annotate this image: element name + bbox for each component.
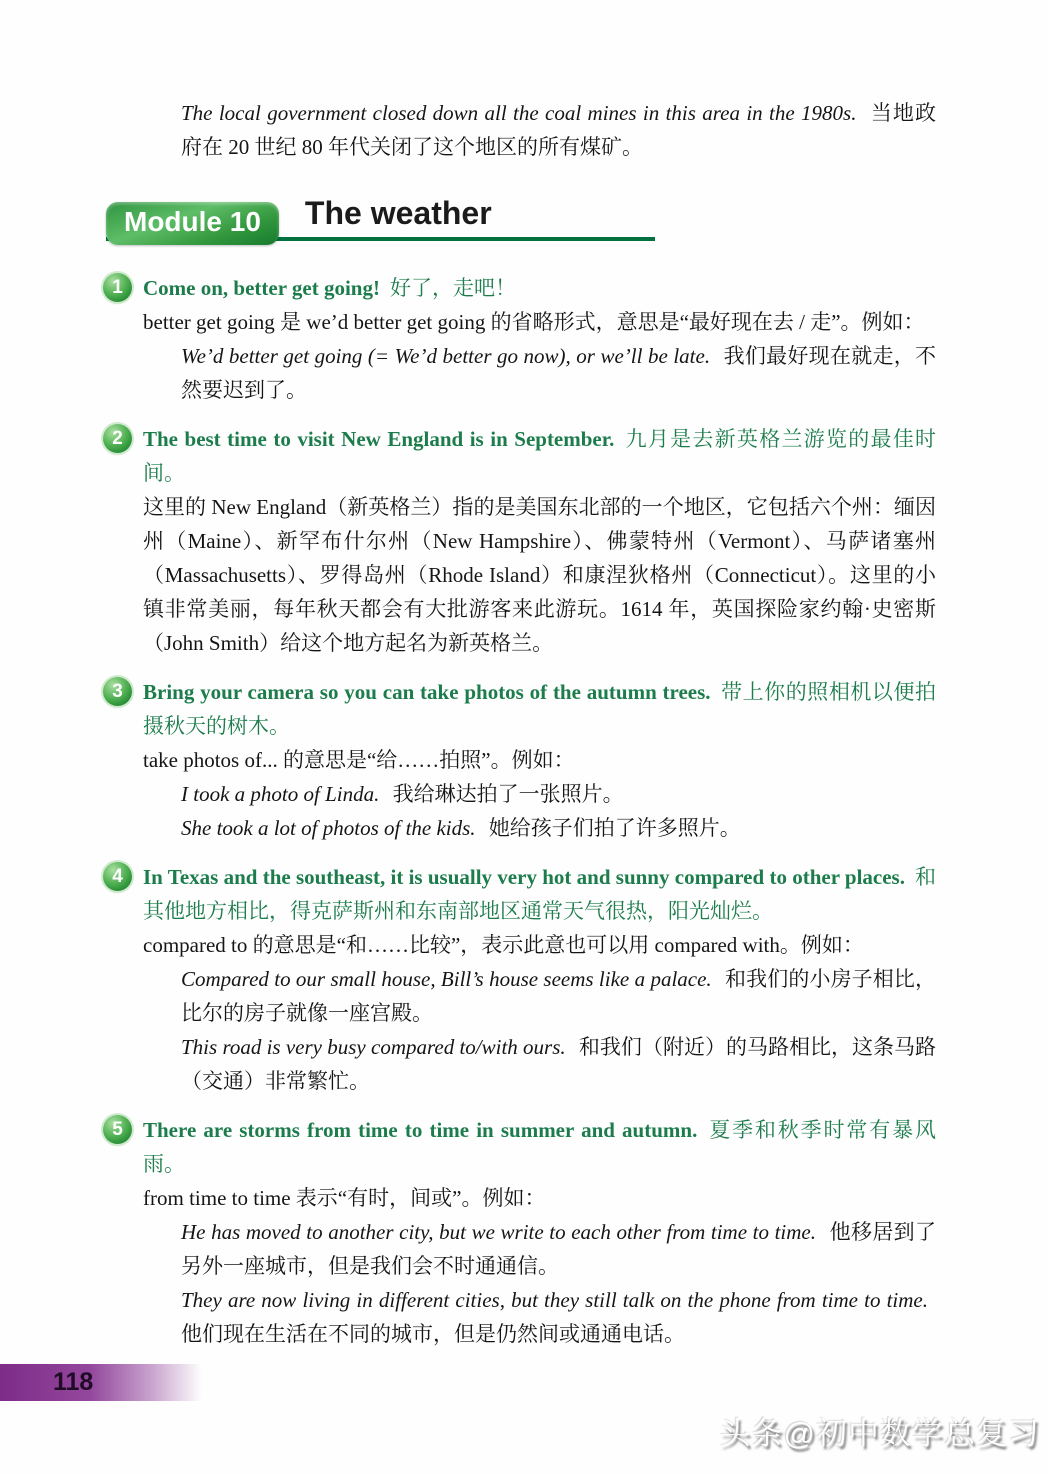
item-explanation: better get going 是 we’d better get going 的省略形式，意思是“最好现在去 / 走”。例如： (143, 310, 925, 334)
item-heading (143, 860, 936, 928)
module-header (106, 194, 655, 241)
example-translation: 我们最好现在就走，不然要迟到了。 (181, 344, 937, 402)
item-number-badge: 5 (103, 1115, 132, 1144)
item-heading (143, 271, 936, 305)
example-english: He has moved to another city, but we write to each other from time to time. (181, 1220, 816, 1244)
example-english: She took a lot of photos of the kids. (181, 816, 476, 840)
page-number-bar (0, 1364, 202, 1401)
item-number-badge: 3 (103, 677, 132, 706)
example-translation: 她给孩子们拍了许多照片。 (488, 816, 741, 840)
item-heading-translation: 夏季和秋季时常有暴风雨。 (143, 1118, 937, 1176)
item-heading (143, 1113, 936, 1181)
module-title: The weather (304, 195, 492, 231)
example-sentence (181, 339, 936, 407)
item-heading (143, 675, 936, 743)
example-translation: 我给琳达拍了一张照片。 (392, 782, 624, 806)
intro-example-translation: 当地政府在 20 世纪 80 年代关闭了这个地区的所有煤矿。 (181, 101, 937, 159)
example-english: They are now living in different cities, but they still talk on the phone from time to time. (181, 1288, 928, 1312)
item-number-badge: 4 (103, 862, 132, 891)
note-item-4 (112, 860, 937, 1098)
item-heading-translation: 九月是去新英格兰游览的最佳时间。 (143, 427, 936, 485)
item-explanation: 这里的 New England（新英格兰）指的是美国东北部的一个地区，它包括六个州：缅因州（Maine）、新罕布什尔州（New Hampshire）、佛蒙特州（Vermont）、马萨诸塞州（Massachusetts）、罗得岛州（Rhode Island）和康涅狄格州（Connecticut）。这里的小镇非常美丽，每年秋天都会有大批游客来此游玩。1614 年，英国探险家约翰·史密斯（John Smith）给这个地方起名为新英格兰。 (143, 495, 936, 655)
example-sentence (181, 1030, 936, 1098)
note-item-1 (112, 271, 937, 407)
example-translation: 和我们（附近）的马路相比，这条马路（交通）非常繁忙。 (181, 1035, 937, 1093)
example-translation: 他移居到了另外一座城市，但是我们会不时通通信。 (181, 1220, 937, 1278)
item-explanation: compared to 的意思是“和……比较”，表示此意也可以用 compared with。例如： (143, 933, 864, 957)
item-explanation: take photos of... 的意思是“给……拍照”。例如： (143, 748, 575, 772)
example-sentence (181, 962, 936, 1030)
example-sentence (181, 1215, 936, 1283)
item-heading-english: In Texas and the southeast, it is usually very hot and sunny compared to other places. (143, 865, 905, 889)
item-heading-english: The best time to visit New England is in September. (143, 427, 615, 451)
item-number-badge: 1 (103, 273, 132, 302)
item-heading (143, 422, 936, 490)
example-translation: 他们现在生活在不同的城市，但是仍然间或通通电话。 (181, 1322, 685, 1346)
note-item-2 (112, 422, 936, 660)
example-english: Compared to our small house, Bill’s house seems like a palace. (181, 967, 712, 991)
item-heading-translation: 带上你的照相机以便拍摄秋天的树木。 (143, 680, 936, 738)
intro-example-english: The local government closed down all the coal mines in this area in the 1980s. (181, 101, 857, 125)
example-translation: 和我们的小房子相比，比尔的房子就像一座宫殿。 (181, 967, 937, 1025)
intro-example-sentence (181, 96, 936, 164)
note-item-5 (112, 1113, 937, 1351)
item-heading-translation: 好了，走吧！ (389, 276, 516, 300)
item-heading-english: Bring your camera so you can take photos of the autumn trees. (143, 680, 711, 704)
example-sentence (181, 777, 936, 811)
item-heading-translation: 和其他地方相比，得克萨斯州和东南部地区通常天气很热，阳光灿烂。 (143, 865, 936, 923)
item-explanation: from time to time 表示“有时，间或”。例如： (143, 1186, 546, 1210)
example-english: This road is very busy compared to/with ours. (181, 1035, 566, 1059)
module-badge: Module 10 (106, 202, 279, 245)
item-heading-english: There are storms from time to time in summer and autumn. (143, 1118, 698, 1142)
example-english: We’d better get going (= We’d better go now), or we’ll be late. (181, 344, 711, 368)
item-heading-english: Come on, better get going! (143, 276, 380, 300)
example-sentence (181, 811, 936, 845)
example-sentence (181, 1283, 936, 1351)
page-number: 118 (53, 1368, 94, 1396)
item-number-badge: 2 (103, 424, 132, 453)
example-english: I took a photo of Linda. (181, 782, 380, 806)
watermark-text: 头条@初中数学总复习 (719, 1416, 1040, 1451)
note-item-3 (112, 675, 936, 845)
